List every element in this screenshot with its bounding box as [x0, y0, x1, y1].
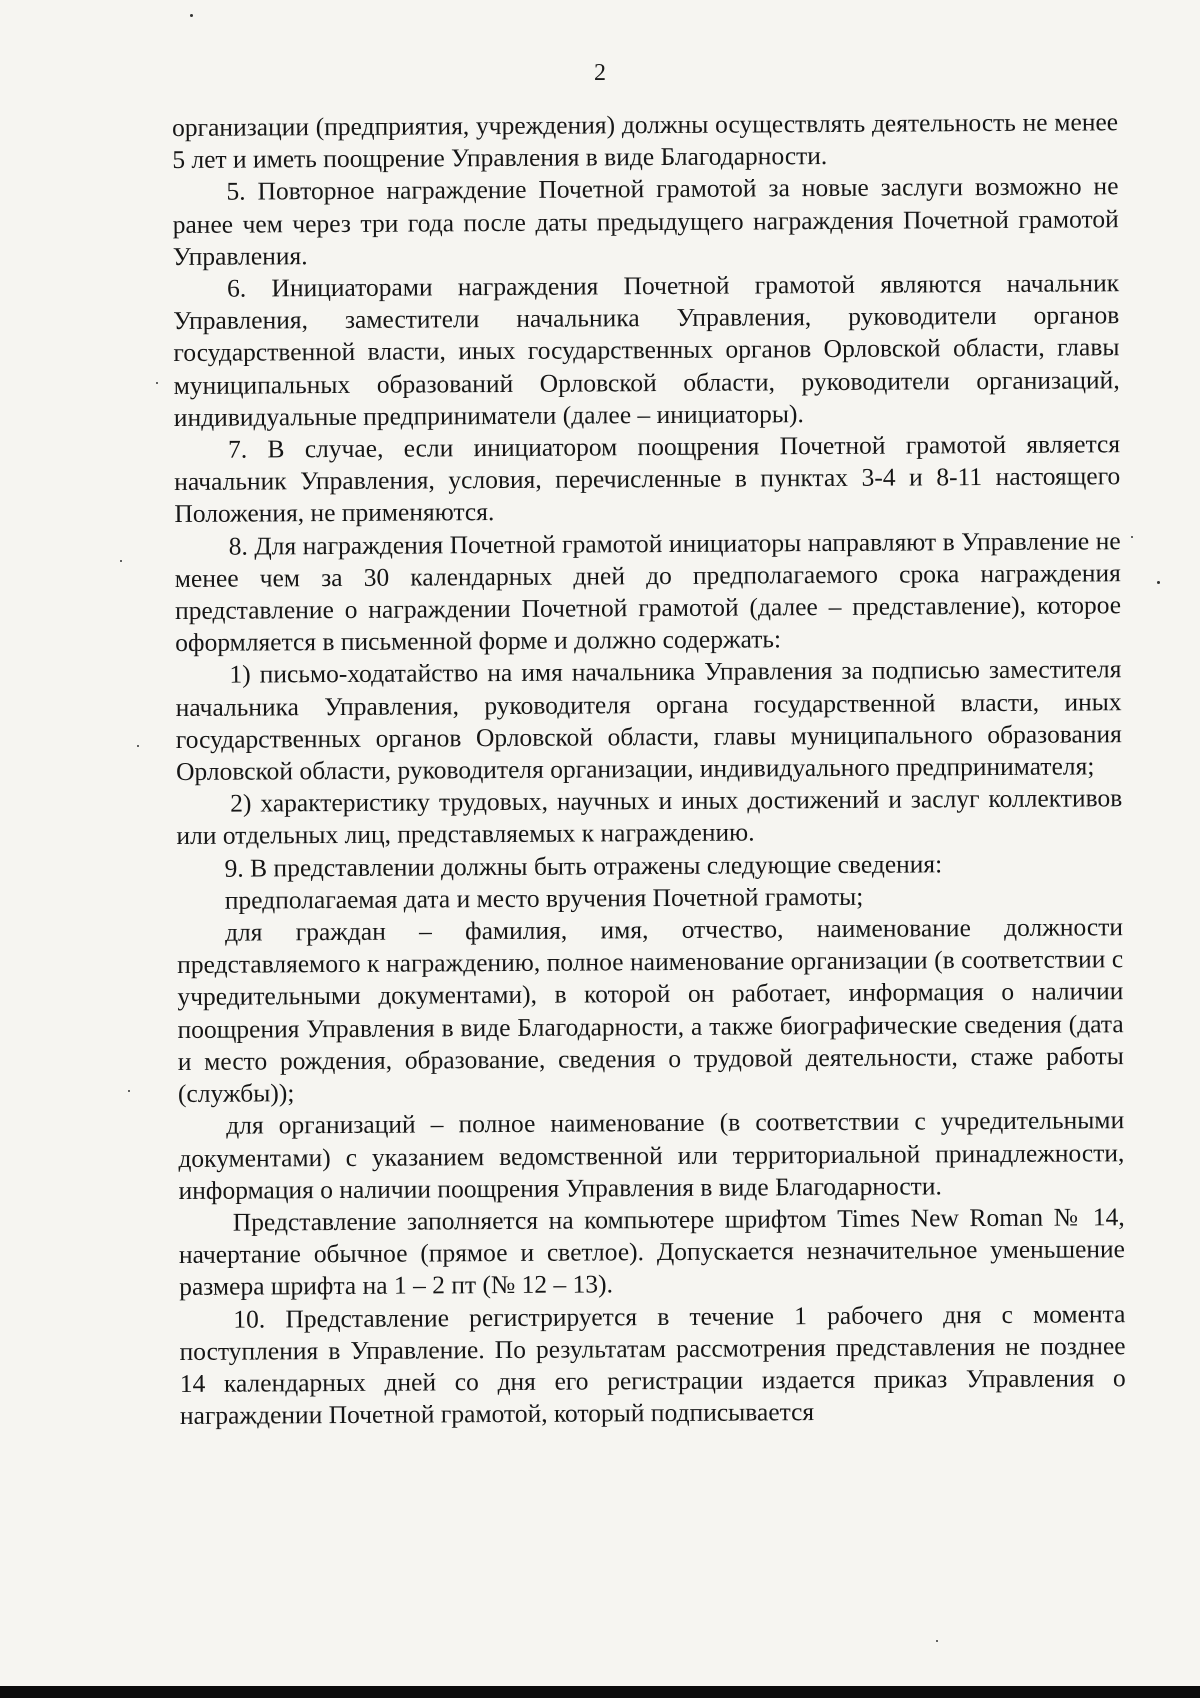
scan-speck	[936, 1640, 938, 1642]
scan-speck	[156, 382, 158, 384]
scan-bottom-edge	[0, 1686, 1200, 1698]
paragraph-10: 10. Представление регистрируется в течение 1 рабочего дня с момента поступления в Управление. По результатам рассмотрения представления не позднее 14 календарных дней со дня его регистрации издается приказ Управления о награждении Почетной грамотой, который подписывается	[179, 1298, 1126, 1431]
paragraph-5: 5. Повторное награждение Почетной грамотой за новые заслуги возможно не ранее чем через три года после даты предыдущего награждения Почетной грамотой Управления.	[172, 171, 1119, 271]
paragraph-9: 9. В представлении должны быть отражены следующие сведения:	[224, 848, 943, 883]
paragraph-8: 8. Для награждения Почетной грамотой инициаторы направляют в Управление не менее чем за 30 календарных дней до предполагаемого срока награждения представление о награждении Почетной грамотой (далее – представление), которое оформляется в письменной форме и должно содержать:	[174, 525, 1122, 658]
scan-speck	[137, 745, 139, 747]
page-number: 2	[594, 60, 606, 86]
scan-speck	[190, 14, 193, 17]
paragraph-9-organizations: для организаций – полное наименование (в соответствии с учредительными документами) с указанием ведомственной или территориальной принадлежности, информация о наличии поощрения Управления в виде Благодарности.	[178, 1105, 1125, 1205]
paragraph-6: 6. Инициаторами награждения Почетной грамотой являются начальник Управления, заместители начальника Управления, руководители органов государственной власти, иных государственных органов Орловской области, главы муниципальных образований Орловской области, руководители организаций, индивидуальные предприниматели (далее – инициаторы).	[173, 268, 1120, 432]
paragraph-9-date-place: предполагаемая дата и место вручения Почетной грамоты;	[224, 881, 864, 915]
paragraph-continuation: организации (предприятия, учреждения) должны осуществлять деятельность не менее 5 лет и иметь поощрение Управления в виде Благодарности.	[172, 107, 1119, 175]
paragraph-7: 7. В случае, если инициатором поощрения Почетной грамотой является начальник Управления, условия, перечисленные в пунктах 3-4 и 8-11 настоящего Положения, не применяются.	[174, 429, 1121, 529]
paragraph-9-font-requirements: Представление заполняется на компьютере шрифтом Times New Roman № 14, начертание обычное (прямое и светлое). Допускается незначительное уменьшение размера шрифта на 1 – 2 пт (№ 12 – 13).	[178, 1202, 1126, 1302]
paragraph-9-citizens: для граждан – фамилия, имя, отчество, наименование должности представляемого к награждению, полное наименование организации (в соответствии с учредительными документами), в которой он работает, информация о наличии поощрения Управления в виде Благодарности, а также биографические сведения (дата и место рождения, образование, сведения о трудовой деятельности, стаже работы (службы));	[177, 912, 1124, 1109]
paragraph-8-item-1: 1) письмо-ходатайство на имя начальника Управления за подписью заместителя начальника Управления, руководителя органа государственной власти, иных государственных органов Орловской области, главы муниципального образования Орловской области, руководителя организации, индивидуального предпринимателя;	[175, 654, 1122, 787]
scan-speck	[128, 1090, 130, 1092]
scan-speck	[120, 560, 122, 562]
scan-speck	[1157, 581, 1160, 584]
paragraph-8-item-2: 2) характеристику трудовых, научных и иных достижений и заслуг коллективов или отдельных лиц, представляемых к награждению.	[176, 783, 1123, 851]
scan-speck	[1131, 536, 1133, 538]
document-body	[172, 106, 1126, 1432]
